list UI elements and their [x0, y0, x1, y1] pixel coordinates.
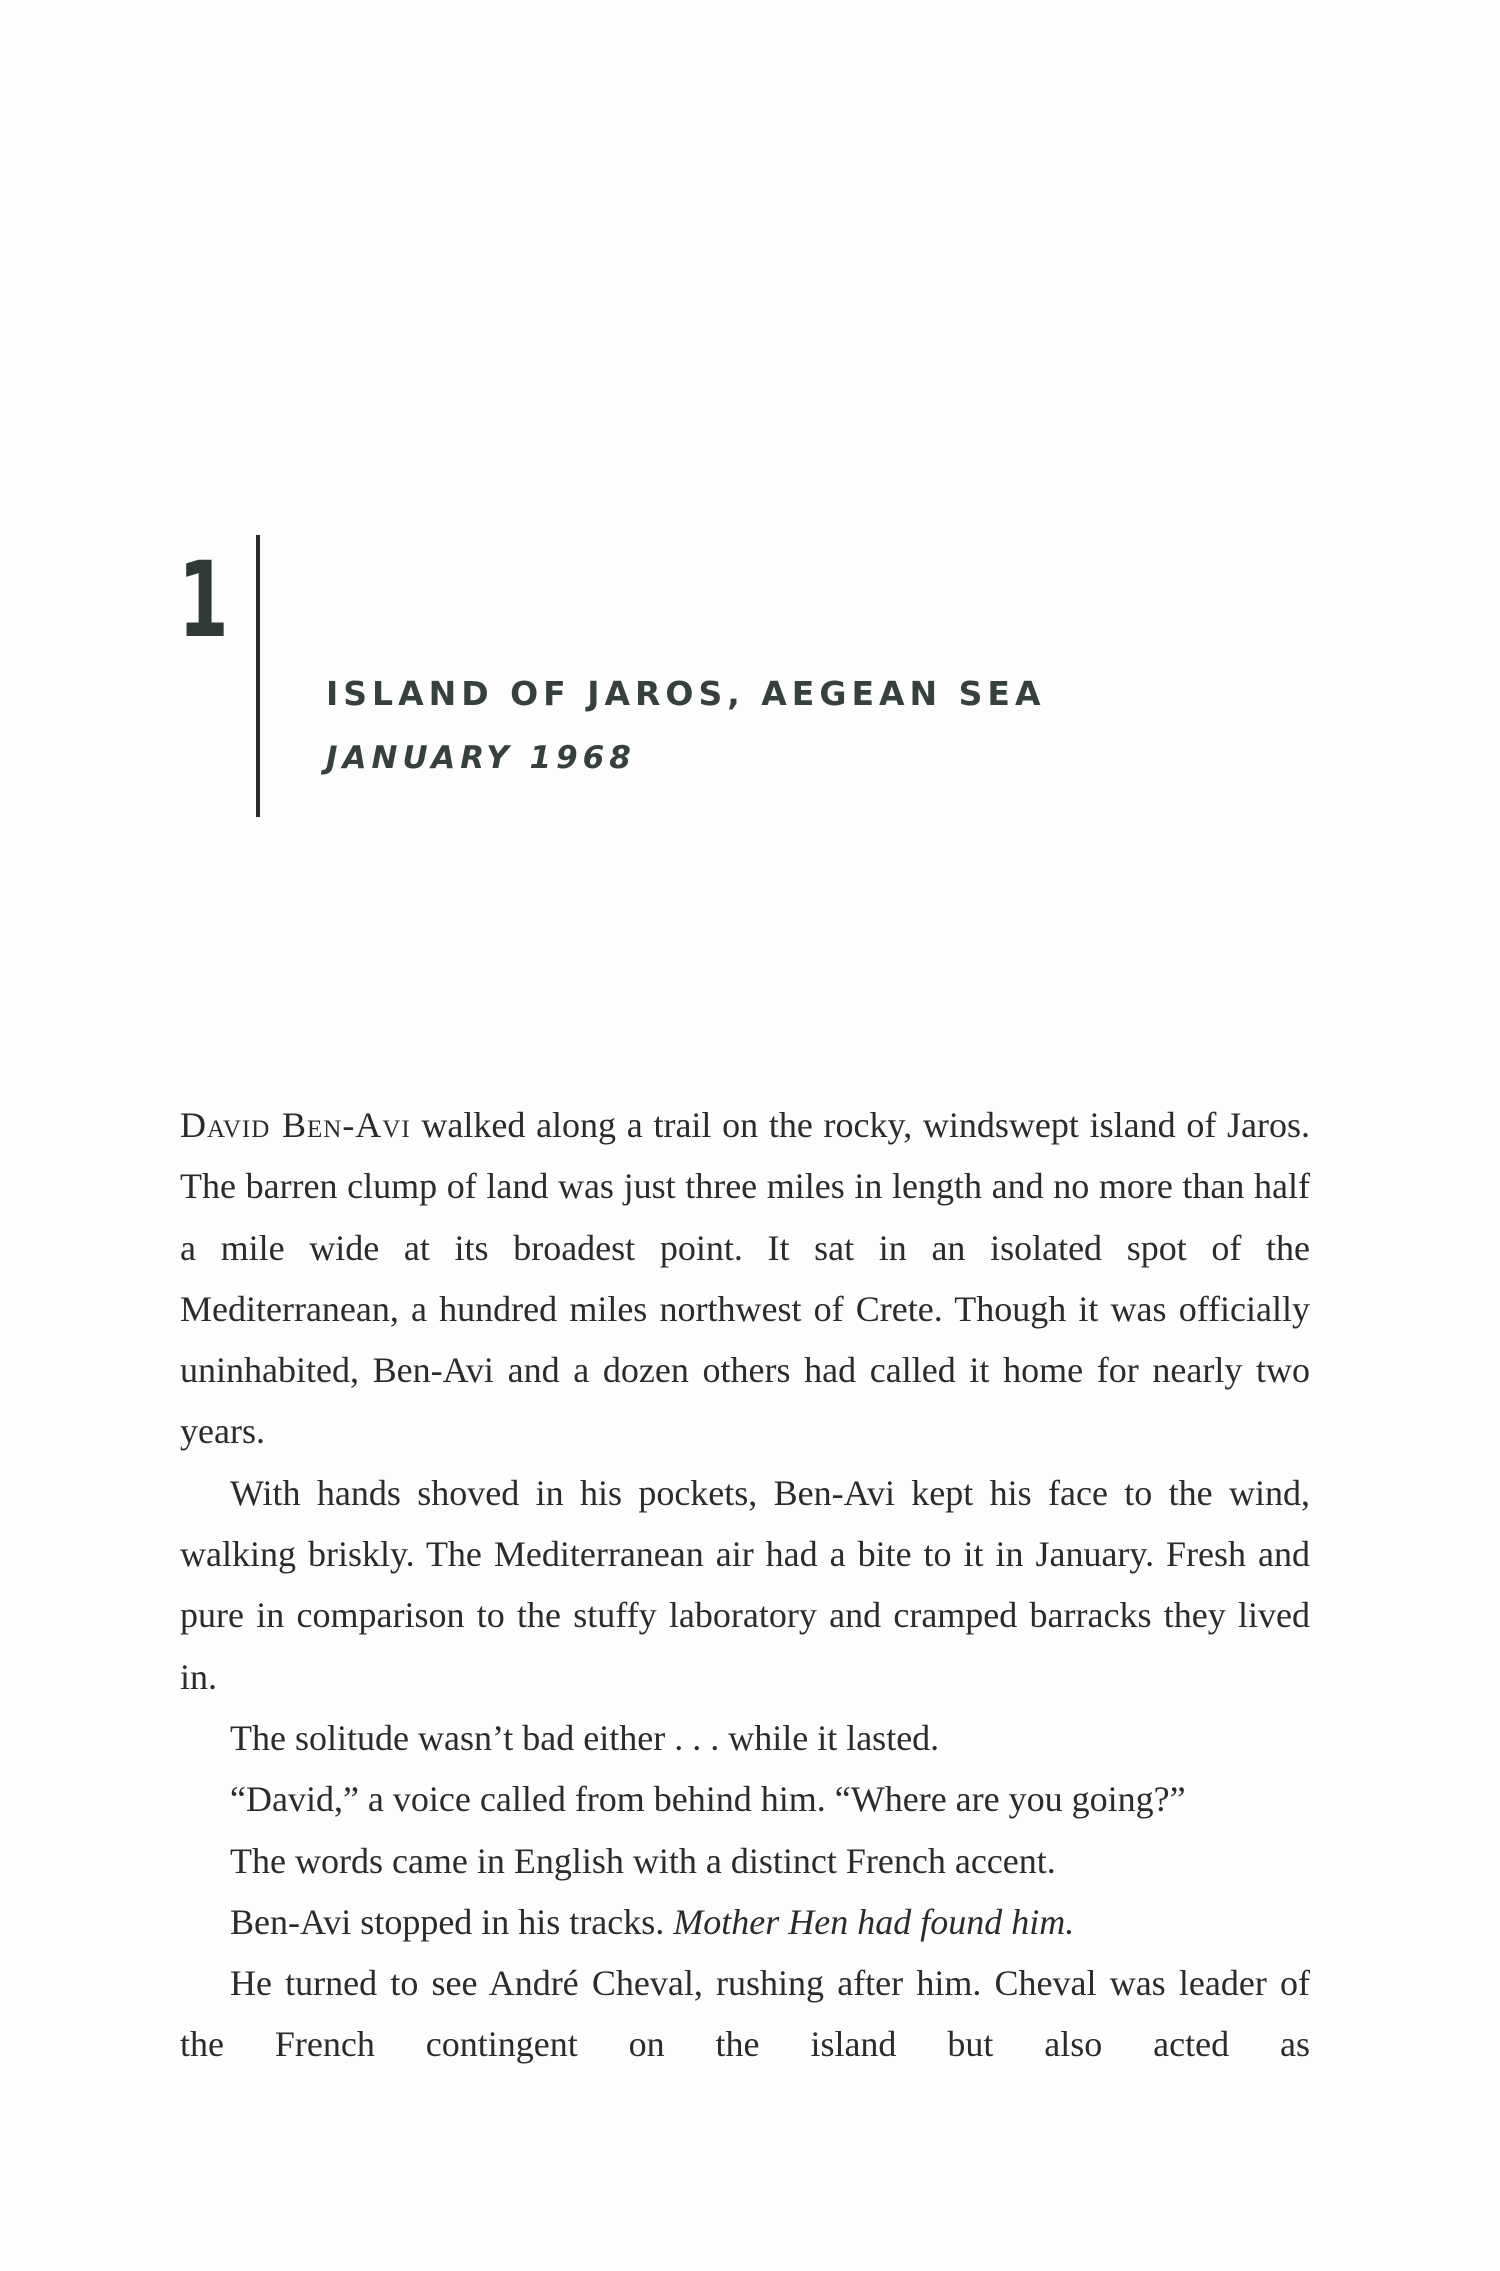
body-text — [180, 1095, 1310, 2076]
chapter-number: 1 — [178, 539, 228, 661]
paragraph-1-text: walked along a trail on the rocky, windswept island of Jaros. The barren clump of land was just three miles in length and no more than half a mile wide at its broadest point. It sat in an isolated spot of the Mediterranean, a hundred miles northwest of Crete. Though it was officially uninhabited, Ben-Avi and a dozen others had called it home for nearly two years. — [180, 1105, 1311, 1452]
paragraph-lead-small-caps: David Ben-Avi — [180, 1105, 411, 1145]
paragraph-1 — [180, 1095, 1310, 1463]
chapter-divider-rule — [256, 535, 260, 817]
paragraph-3: The solitude wasn’t bad either . . . while it lasted. — [230, 1717, 940, 1758]
chapter-location-heading: ISLAND OF JAROS, AEGEAN SEA — [326, 674, 1046, 713]
chapter-date-heading: JANUARY 1968 — [326, 740, 636, 776]
paragraph-7: He turned to see André Cheval, rushing after him. Cheval was leader of the French contingent on the island but also acted as — [180, 1963, 1310, 2065]
paragraph-6-italic: Mother Hen had found him. — [673, 1901, 1075, 1942]
paragraph-6 — [180, 1892, 1310, 1953]
paragraph-6-text: Ben-Avi stopped in his tracks. — [230, 1901, 674, 1942]
paragraph-2: With hands shoved in his pockets, Ben-Avi kept his face to the wind, walking briskly. The Mediterranean air had a bite to it in January. Fresh and pure in comparison to the stuffy laboratory and cramped barracks they lived in. — [180, 1472, 1310, 1697]
paragraph-4: “David,” a voice called from behind him. “Where are you going?” — [230, 1779, 1186, 1820]
paragraph-5: The words came in English with a distinct French accent. — [230, 1840, 1056, 1881]
